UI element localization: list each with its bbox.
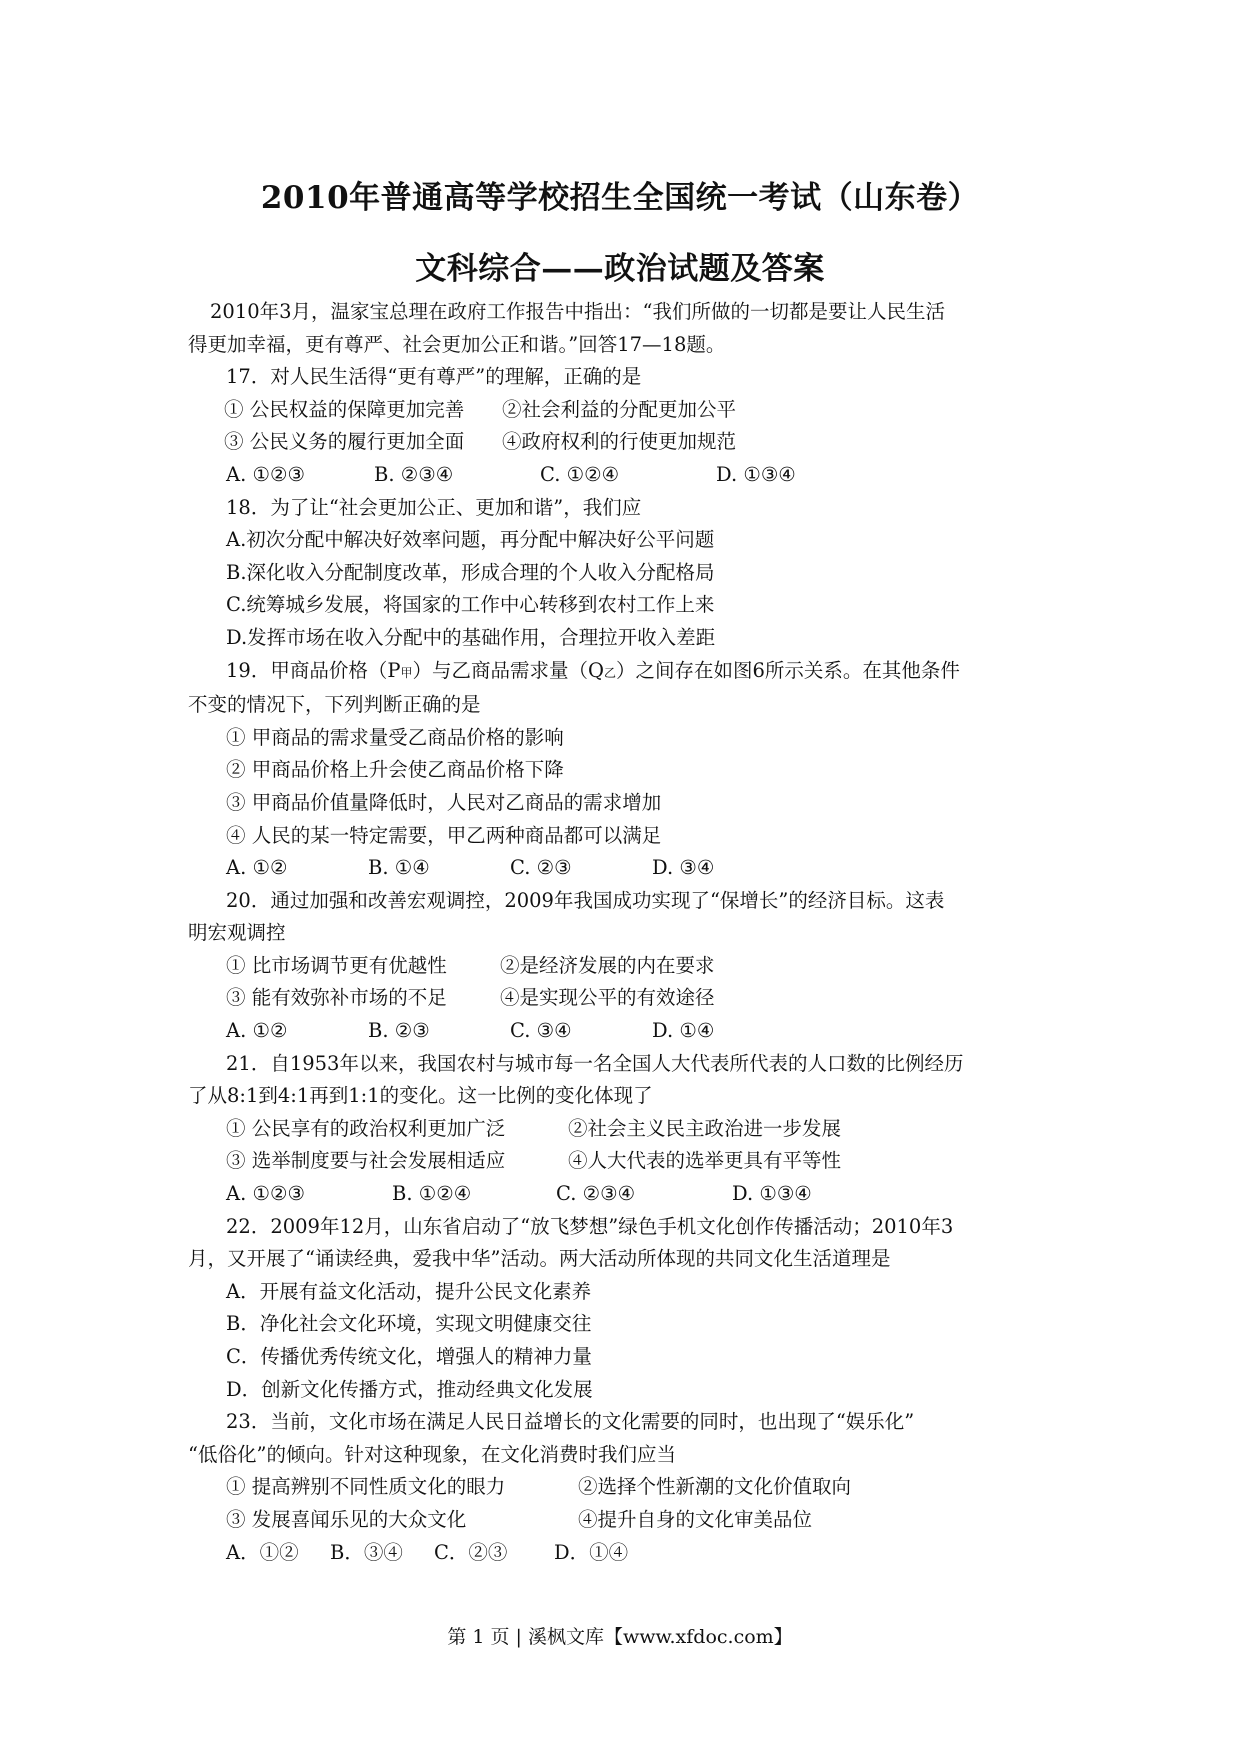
q20-option-1: ① 比市场调节更有优越性 bbox=[226, 953, 447, 977]
q22-option-c: C．传播优秀传统文化，增强人的精神力量 bbox=[226, 1345, 592, 1368]
q23-option-1: ① 提高辨别不同性质文化的眼力 bbox=[226, 1475, 506, 1499]
page-footer: 第 1 页 | 溪枫文库【www.xfdoc.com】 bbox=[447, 1626, 793, 1648]
q19-option-3: ③ 甲商品价值量降低时，人民对乙商品的需求增加 bbox=[226, 790, 662, 814]
q19-choice-b: B. ①④ bbox=[368, 856, 430, 880]
q22-stem-line-2: 月，又开展了“诵读经典，爱我中华”活动。两大活动所体现的共同文化生活道理是 bbox=[188, 1247, 891, 1271]
q18-option-c: C.统筹城乡发展，将国家的工作中心转移到农村工作上来 bbox=[226, 593, 715, 617]
q17-option-1: ① 公民权益的保障更加完善 bbox=[224, 397, 465, 421]
q23-choice-b: B．③④ bbox=[330, 1540, 403, 1564]
q23-choice-d: D．①④ bbox=[554, 1540, 629, 1564]
q19-stem-line-1 bbox=[188, 655, 1058, 690]
q23-choice-a: A．①② bbox=[226, 1540, 299, 1564]
q18-stem: 18．为了让“社会更加公正、更加和谐”，我们应 bbox=[226, 495, 642, 519]
q20-choice-c: C. ③④ bbox=[510, 1019, 572, 1043]
q19-choice-d: D. ③④ bbox=[652, 856, 715, 880]
q23-option-4: ④提升自身的文化审美品位 bbox=[578, 1507, 813, 1531]
q20-choice-b: B. ②③ bbox=[368, 1019, 430, 1043]
q17-options-row-2 bbox=[188, 426, 1058, 459]
q23-option-3: ③ 发展喜闻乐见的大众文化 bbox=[226, 1507, 467, 1531]
document-title: 2010年普通高等学校招生全国统一考试（山东卷） bbox=[260, 180, 980, 216]
q22-option-a: A．开展有益文化活动，提升公民文化素养 bbox=[226, 1279, 592, 1303]
q20-choice-a: A. ①② bbox=[226, 1019, 288, 1043]
q21-choice-a: A. ①②③ bbox=[226, 1182, 305, 1206]
q19-subscript-2: 乙 bbox=[603, 665, 616, 680]
q19-subscript-1: 甲 bbox=[400, 665, 413, 680]
q23-options-row-1 bbox=[188, 1471, 1058, 1504]
intro-line-1: 2010年3月，温家宝总理在政府工作报告中指出：“我们所做的一切都是要让人民生活 bbox=[210, 300, 946, 323]
q19-option-2: ② 甲商品价格上升会使乙商品价格下降 bbox=[226, 758, 564, 782]
q23-stem-line-2: “低俗化”的倾向。针对这种现象，在文化消费时我们应当 bbox=[188, 1442, 676, 1466]
q20-option-4: ④是实现公平的有效途径 bbox=[500, 986, 715, 1010]
q20-options-row-2 bbox=[188, 982, 1058, 1015]
q21-option-4: ④人大代表的选举更具有平等性 bbox=[568, 1149, 842, 1173]
q22-option-b: B．净化社会文化环境，实现文明健康交往 bbox=[226, 1312, 592, 1336]
q23-option-2: ②选择个性新潮的文化价值取向 bbox=[578, 1475, 852, 1499]
q19-stem-part-1: 19．甲商品价格（P bbox=[226, 658, 401, 682]
q20-choice-d: D. ①④ bbox=[652, 1019, 715, 1043]
q18-option-a: A.初次分配中解决好效率问题，再分配中解决好公平问题 bbox=[226, 528, 715, 552]
q17-options-row-1 bbox=[188, 394, 1058, 427]
q20-options-row-1 bbox=[188, 950, 1058, 983]
q23-choices bbox=[188, 1537, 1058, 1570]
q17-option-4: ④政府权利的行使更加规范 bbox=[502, 430, 737, 454]
q19-stem-part-2: ）与乙商品需求量（Q bbox=[412, 658, 604, 682]
q17-stem: 17．对人民生活得“更有尊严”的理解，正确的是 bbox=[226, 365, 642, 389]
q21-stem-line-1: 21．自1953年以来，我国农村与城市每一名全国人大代表所代表的人口数的比例经历 bbox=[226, 1051, 964, 1075]
document-body bbox=[188, 296, 1058, 1569]
q18-option-d: D.发挥市场在收入分配中的基础作用，合理拉开收入差距 bbox=[226, 625, 716, 649]
intro-line-2: 得更加幸福，更有尊严、社会更加公正和谐。”回答17—18题。 bbox=[188, 332, 726, 356]
q21-choice-c: C. ②③④ bbox=[556, 1182, 636, 1206]
q21-choices bbox=[188, 1178, 1058, 1211]
q17-option-3: ③ 公民义务的履行更加全面 bbox=[224, 430, 465, 454]
q20-choices bbox=[188, 1015, 1058, 1048]
q21-options-row-1 bbox=[188, 1113, 1058, 1146]
q19-stem-part-3: ）之间存在如图6所示关系。在其他条件 bbox=[615, 658, 960, 682]
q20-stem-line-1: 20．通过加强和改善宏观调控，2009年我国成功实现了“保增长”的经济目标。这表 bbox=[226, 888, 945, 912]
q21-choice-b: B. ①②④ bbox=[392, 1182, 472, 1206]
q21-options-row-2 bbox=[188, 1145, 1058, 1178]
q23-choice-c: C．②③ bbox=[434, 1540, 508, 1564]
q17-choice-c: C. ①②④ bbox=[540, 462, 620, 486]
q19-choice-a: A. ①② bbox=[226, 856, 288, 880]
document-subtitle: 文科综合——政治试题及答案 bbox=[415, 251, 825, 287]
q17-choice-b: B. ②③④ bbox=[374, 462, 454, 486]
q22-stem-line-1: 22．2009年12月，山东省启动了“放飞梦想”绿色手机文化创作传播活动；2010年3 bbox=[226, 1214, 954, 1238]
q19-option-4: ④ 人民的某一特定需要，甲乙两种商品都可以满足 bbox=[226, 823, 662, 847]
q23-stem-line-1: 23．当前，文化市场在满足人民日益增长的文化需要的同时，也出现了“娱乐化” bbox=[226, 1410, 915, 1434]
q17-choice-a: A. ①②③ bbox=[226, 462, 305, 486]
q21-option-2: ②社会主义民主政治进一步发展 bbox=[568, 1116, 842, 1140]
q21-stem-line-2: 了从8:1到4:1再到1:1的变化。这一比例的变化体现了 bbox=[188, 1084, 653, 1108]
q20-option-3: ③ 能有效弥补市场的不足 bbox=[226, 986, 447, 1010]
q21-choice-d: D. ①③④ bbox=[732, 1182, 812, 1206]
q18-option-b: B.深化收入分配制度改革，形成合理的个人收入分配格局 bbox=[226, 560, 715, 584]
q17-choices bbox=[188, 459, 1058, 492]
q23-options-row-2 bbox=[188, 1504, 1058, 1537]
q19-choice-c: C. ②③ bbox=[510, 856, 572, 880]
q17-choice-d: D. ①③④ bbox=[716, 462, 796, 486]
q19-option-1: ① 甲商品的需求量受乙商品价格的影响 bbox=[226, 725, 564, 749]
q20-option-2: ②是经济发展的内在要求 bbox=[500, 953, 715, 977]
q17-option-2: ②社会利益的分配更加公平 bbox=[502, 397, 737, 421]
q22-option-d: D．创新文化传播方式，推动经典文化发展 bbox=[226, 1377, 593, 1401]
q20-stem-line-2: 明宏观调控 bbox=[188, 921, 286, 945]
q21-option-1: ① 公民享有的政治权利更加广泛 bbox=[226, 1116, 506, 1140]
q19-choices bbox=[188, 852, 1058, 885]
q21-option-3: ③ 选举制度要与社会发展相适应 bbox=[226, 1149, 506, 1173]
q19-stem-line-2: 不变的情况下，下列判断正确的是 bbox=[188, 693, 481, 717]
